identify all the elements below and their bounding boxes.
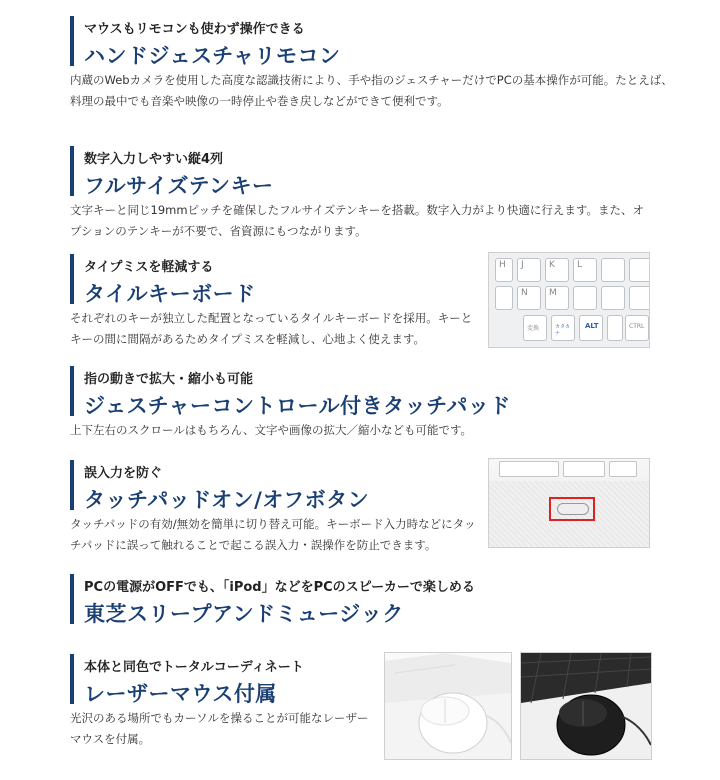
section-title: ジェスチャーコントロール付きタッチパッド — [84, 394, 511, 418]
keyboard-key: K — [545, 258, 569, 282]
white-mouse-illustration — [385, 653, 511, 759]
section-accent-bar — [70, 654, 74, 704]
feature-full-tenkey — [70, 144, 670, 240]
section-accent-bar — [70, 254, 74, 304]
section-subtitle: 数字入力しやすい縦4列 — [84, 152, 224, 167]
keyboard-key: ALT — [579, 315, 603, 341]
keyboard-key: M — [545, 286, 569, 310]
keyboard-key — [499, 461, 559, 477]
keyboard-key: 変換 — [523, 315, 547, 341]
section-title: ハンドジェスチャリモコン — [84, 44, 341, 68]
keyboard-key — [629, 258, 650, 282]
black-mouse-photo — [520, 652, 652, 760]
keyboard-key — [563, 461, 605, 477]
section-subtitle: 指の動きで拡大・縮小も可能 — [84, 372, 254, 387]
keyboard-key: CTRL — [625, 315, 649, 341]
keyboard-key: J — [517, 258, 541, 282]
feature-sleep-and-music — [70, 572, 670, 632]
section-subtitle: 本体と同色でトータルコーディネート — [84, 660, 304, 675]
feature-hand-gesture — [70, 14, 680, 114]
keyboard-key: H — [495, 258, 513, 282]
keyboard-key — [629, 286, 650, 310]
section-body: それぞれのキーが独立した配置となっているタイルキーボードを採用。キーとキーの間に間隔があるためタイプミスを軽減し、心地よく使えます。 — [70, 311, 473, 346]
feature-laser-mouse — [70, 652, 370, 752]
section-body: 光沢のある場所でもカーソルを操ることが可能なレーザーマウスを付属。 — [70, 711, 369, 746]
section-title: タイルキーボード — [84, 282, 256, 306]
keyboard-key — [495, 286, 513, 310]
section-subtitle: PCの電源がOFFでも、「iPod」などをPCのスピーカーで楽しめる — [84, 580, 475, 595]
feature-touchpad-onoff — [70, 458, 480, 554]
section-accent-bar — [70, 16, 74, 66]
black-mouse-illustration — [521, 653, 651, 759]
keyboard-key: カタカナ — [551, 315, 575, 341]
keyboard-key — [607, 315, 623, 341]
section-subtitle: 誤入力を防ぐ — [84, 466, 163, 481]
white-mouse-photo — [384, 652, 512, 760]
section-title: フルサイズテンキー — [84, 174, 274, 198]
section-title: 東芝スリープアンドミュージック — [84, 602, 404, 626]
keyboard-key — [601, 286, 625, 310]
feature-tile-keyboard — [70, 252, 480, 348]
touchpad-toggle-highlight — [549, 497, 595, 521]
section-title: レーザーマウス付属 — [84, 682, 277, 706]
touchpad-button-photo — [488, 458, 650, 548]
keyboard-key — [573, 286, 597, 310]
keyboard-key: N — [517, 286, 541, 310]
section-subtitle: マウスもリモコンも使わず操作できる — [84, 22, 305, 37]
section-accent-bar — [70, 146, 74, 196]
tile-keyboard-photo — [488, 252, 650, 348]
section-body: タッチパッドの有効/無効を簡単に切り替え可能。キーボード入力時などにタッチパッドに誤って触れることで起こる誤入力・誤操作を防止できます。 — [70, 517, 476, 552]
section-accent-bar — [70, 366, 74, 416]
touchpad-toggle-button — [557, 503, 589, 515]
section-body: 文字キーと同じ19mmピッチを確保したフルサイズテンキーを搭載。数字入力がより快適に行えます。また、オプションのテンキーが不要で、省資源にもつながります。 — [70, 203, 644, 238]
keyboard-key — [601, 258, 625, 282]
feature-gesture-touchpad — [70, 364, 670, 440]
section-body: 上下左右のスクロールはもちろん、文字や画像の拡大／縮小なども可能です。 — [70, 423, 473, 437]
keyboard-key: L — [573, 258, 597, 282]
section-title: タッチパッドオン/オフボタン — [84, 488, 370, 512]
section-subtitle: タイプミスを軽減する — [84, 260, 214, 275]
section-body: 内蔵のWebカメラを使用した高度な認識技術により、手や指のジェスチャーだけでPCの基本操作が可能。たとえば、料理の最中でも音楽や映像の一時停止や巻き戻しなどができて便利です。 — [70, 73, 673, 108]
section-accent-bar — [70, 460, 74, 510]
keyboard-key — [609, 461, 637, 477]
section-accent-bar — [70, 574, 74, 624]
